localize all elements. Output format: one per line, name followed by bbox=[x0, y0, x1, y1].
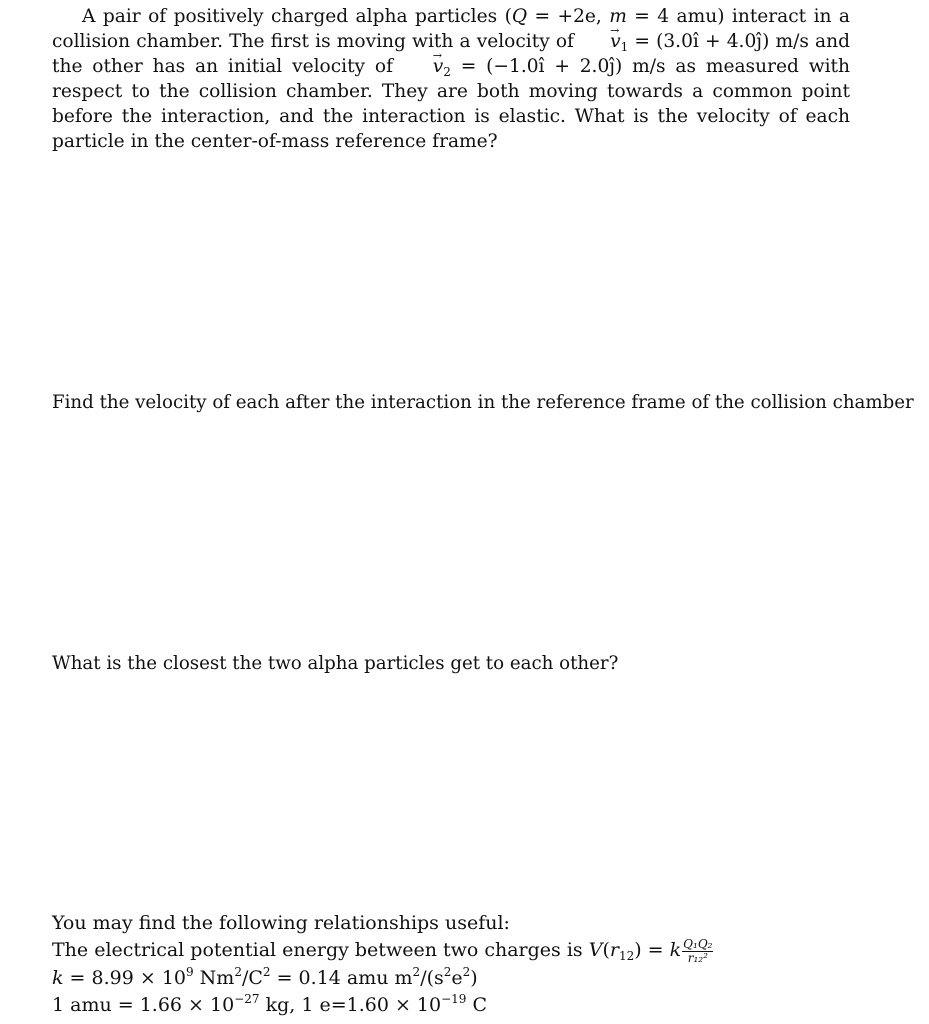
useful-relationships bbox=[52, 910, 852, 1019]
charge-value: = +2e, bbox=[527, 6, 610, 27]
v1-subscript: 1 bbox=[620, 40, 629, 54]
v2-subscript: 2 bbox=[443, 65, 451, 79]
v1-vector-symbol: → v bbox=[580, 29, 621, 54]
v2-vector-symbol: → v bbox=[403, 54, 444, 79]
question-3: What is the closest the two alpha particles get to each other? bbox=[52, 653, 619, 674]
potential-fraction: $\frac{\text{Q₁Q₂}}{\text{r₁₂²}}$ bbox=[683, 936, 713, 965]
intro-text-1: A pair of positively charged alpha particles ( bbox=[82, 6, 512, 27]
potential-energy-line: The electrical potential energy between two charges is $V(r_{12}) = k$ $\frac{\text{Q₁Q₂}}{\text{r₁₂²}}$ bbox=[52, 936, 713, 965]
intro-text-2: = 4 amu) interact in a collision chamber. The first is moving with a velocity of bbox=[52, 6, 850, 52]
intro-text-3: = (3.0î + 4.0ĵ) m/s and the other has an initial velocity of bbox=[52, 31, 851, 77]
mass-variable: m bbox=[609, 6, 627, 27]
charge-variable: Q bbox=[511, 6, 528, 27]
relations-heading: You may find the following relationships useful: bbox=[52, 912, 510, 934]
problem-intro-paragraph bbox=[52, 4, 850, 154]
unit-conversion-line: 1 amu = $1.66 \times 10^{-27}$ kg, 1 $e=1.60 \times 10^{-19}$ C bbox=[52, 991, 488, 1016]
intro-text-4: = (−1.0î + 2.0ĵ) m/s as measured with respect to the collision chamber. They are both moving towards a common point before the interaction, and the interaction is elastic. What is the velocity of each particle in the center-of-mass reference frame? bbox=[52, 56, 851, 152]
coulomb-constant-line: $k = 8.99 \times 10^9$ $Nm^2/C^2 = 0.14$ amu $m^2/(s^2e^2)$ bbox=[52, 964, 478, 989]
question-2: Find the velocity of each after the interaction in the reference frame of the collision chamber bbox=[52, 392, 914, 413]
